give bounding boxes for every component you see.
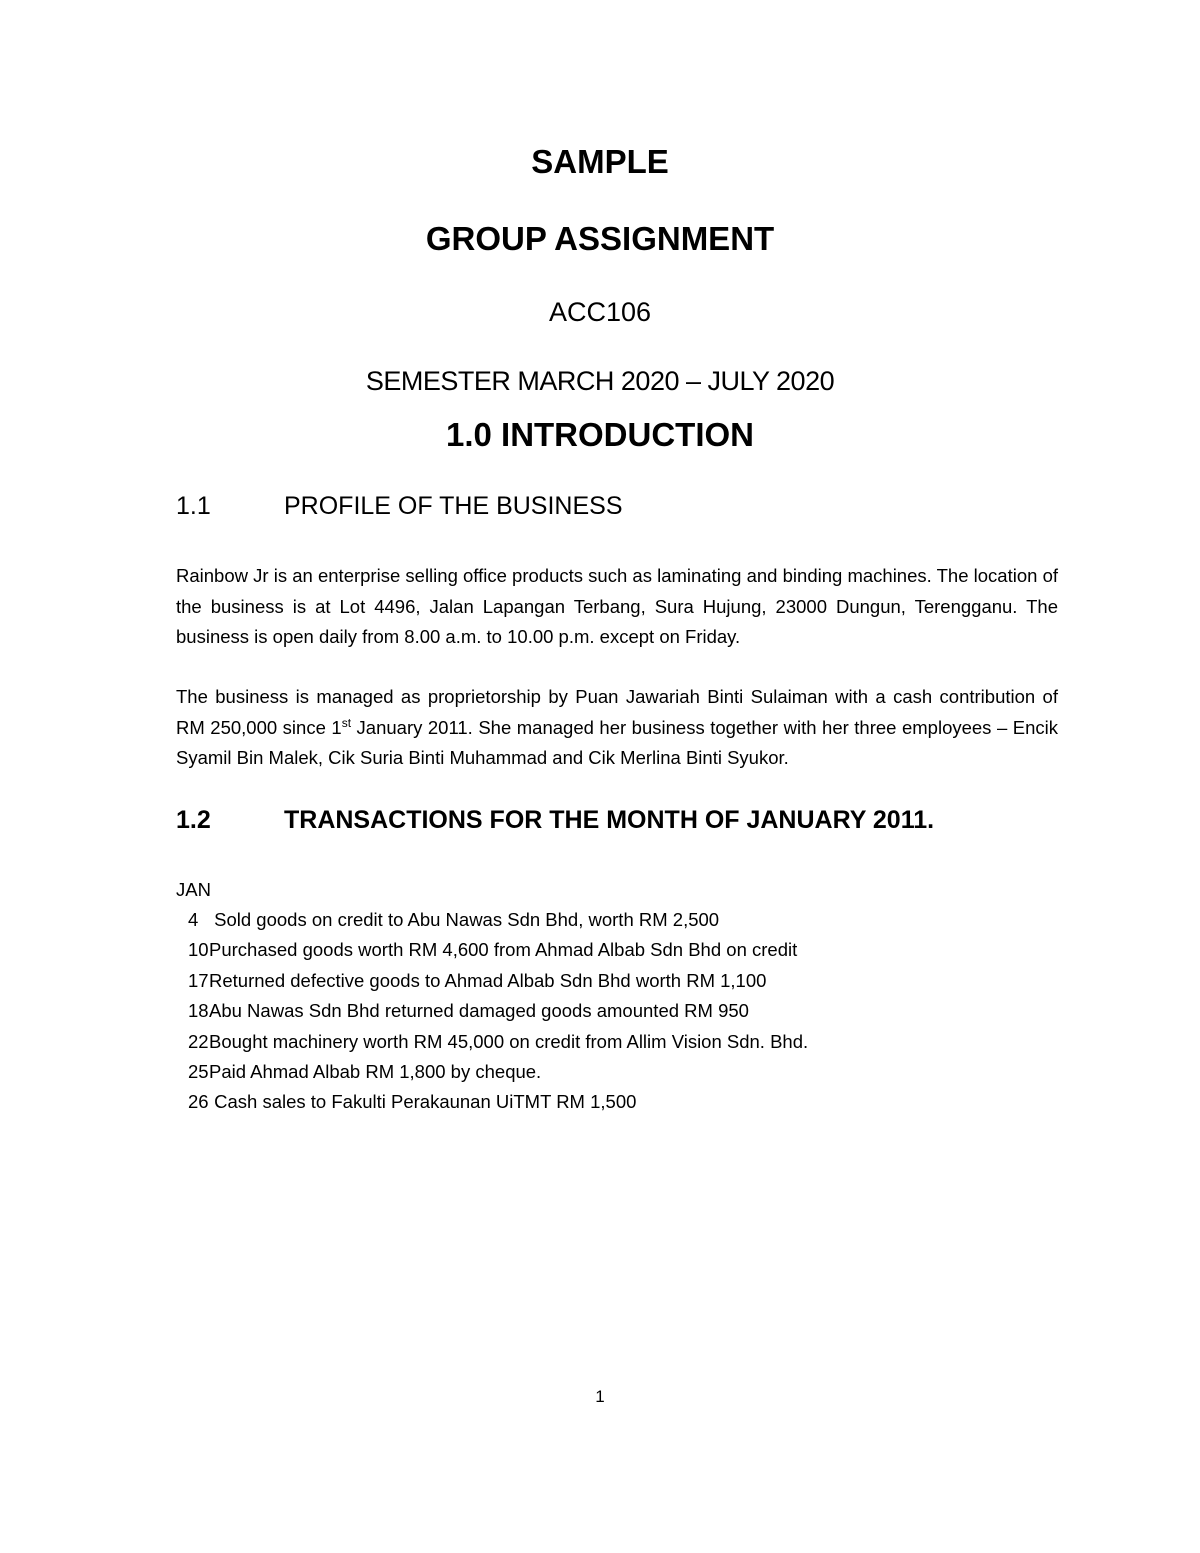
transaction-item (188, 1027, 808, 1057)
transaction-text: Abu Nawas Sdn Bhd returned damaged goods amounted RM 950 (209, 1000, 749, 1022)
course-code: ACC106 (548, 297, 652, 327)
title-sample: SAMPLE (531, 143, 669, 180)
section-title: TRANSACTIONS FOR THE MONTH OF JANUARY 2011. (284, 806, 935, 834)
ordinal-suffix: st (341, 715, 352, 730)
page-number: 1 (595, 1387, 605, 1406)
transaction-item (188, 905, 808, 935)
transaction-text: Purchased goods worth RM 4,600 from Ahmad Albab Sdn Bhd on credit (209, 939, 798, 961)
title-group-assignment: GROUP ASSIGNMENT (425, 220, 775, 257)
transaction-text: Returned defective goods to Ahmad Albab Sdn Bhd worth RM 1,100 (209, 969, 767, 991)
section-heading-1-2 (176, 806, 934, 835)
transaction-day: 22 (188, 1030, 209, 1052)
section-heading-1-1 (176, 492, 623, 521)
transaction-item (188, 996, 808, 1026)
section-title: PROFILE OF THE BUSINESS (284, 492, 623, 520)
month-label: JAN (176, 879, 211, 900)
transaction-item (188, 966, 808, 996)
transaction-day: 18 (188, 1000, 209, 1022)
transaction-text: Bought machinery worth RM 45,000 on credit from Allim Vision Sdn. Bhd. (209, 1030, 809, 1052)
transaction-item (188, 935, 808, 965)
semester-line: SEMESTER MARCH 2020 – JULY 2020 (365, 366, 835, 396)
transaction-day: 10 (188, 939, 209, 961)
transaction-text: Sold goods on credit to Abu Nawas Sdn Bhd, worth RM 2,500 (209, 909, 720, 930)
transaction-day: 26 (188, 1091, 209, 1113)
section-number: 1.2 (176, 806, 211, 834)
transaction-day: 25 (188, 1061, 209, 1083)
paragraph-text: January 2011. She managed her business together with her three employees – Encik Syamil Bin Malek, Cik Suria Binti Muhammad and Cik Merlina Binti Syukor. (176, 716, 1058, 768)
paragraph-text: The business is managed as proprietorship by Puan Jawariah Binti Sulaiman with a cash contribution of RM 250,000 since 1 (176, 686, 1058, 738)
transaction-text: Cash sales to Fakulti Perakaunan UiTMT RM 1,500 (209, 1091, 637, 1113)
introduction-heading: 1.0 INTRODUCTION (445, 416, 755, 453)
transaction-item (188, 1087, 808, 1117)
transaction-item (188, 1057, 808, 1087)
transaction-list (188, 905, 808, 1118)
ownership-paragraph (176, 682, 1058, 774)
business-profile-paragraph: Rainbow Jr is an enterprise selling office products such as laminating and binding machines. The location of the business is at Lot 4496, Jalan Lapangan Terbang, Sura Hujung, 23000 Dungun, Terengganu. The business is open daily from 8.00 a.m. to 10.00 p.m. except on Friday. (176, 565, 1058, 647)
transaction-day: 17 (188, 969, 209, 991)
transaction-text: Paid Ahmad Albab RM 1,800 by cheque. (209, 1061, 542, 1083)
section-number: 1.1 (176, 492, 211, 520)
transaction-day: 4 (188, 909, 199, 930)
